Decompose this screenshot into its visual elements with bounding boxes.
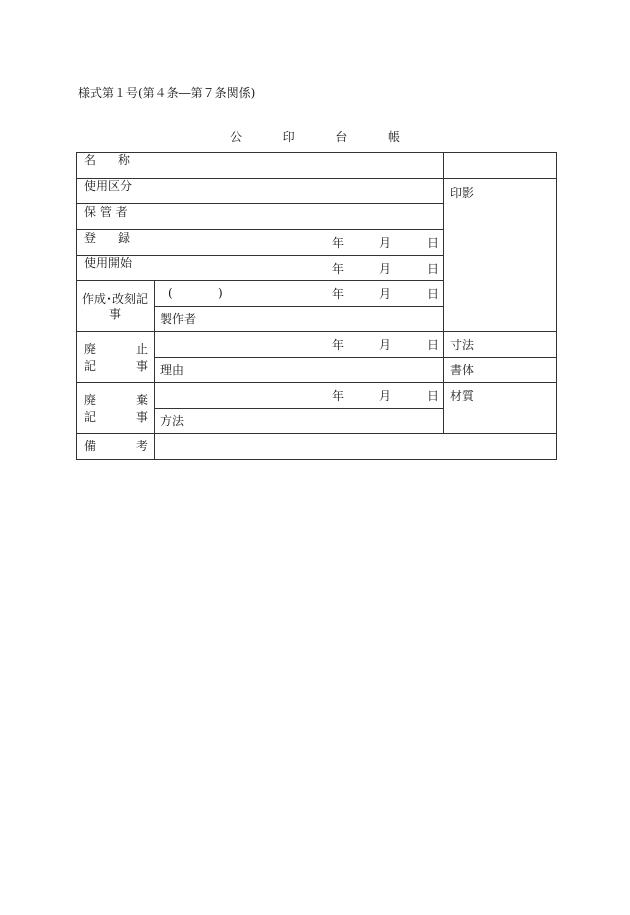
disposal-label: 廃 棄 (84, 393, 148, 407)
reason-label: 理由 (160, 363, 185, 377)
name-label: 名 称 (84, 153, 130, 167)
creation-label-cont: 事 (109, 307, 122, 321)
remarks-label: 備 考 (84, 439, 148, 453)
date-year: 年 (332, 389, 345, 403)
title-char: 印 (282, 130, 295, 144)
column-rule (443, 152, 444, 434)
table-border-left (76, 152, 77, 460)
dimensions-label: 寸法 (450, 338, 475, 352)
row-rule (76, 433, 557, 434)
maker-label: 製作者 (160, 312, 197, 326)
disposal-label-cont: 記 事 (84, 410, 148, 424)
typeface-label: 書体 (450, 363, 475, 377)
date-year: 年 (332, 236, 345, 250)
abolition-label: 廃 止 (84, 342, 148, 356)
seal-ledger-table (76, 152, 557, 460)
row-rule (154, 357, 557, 358)
registration-label: 登 録 (84, 231, 130, 245)
row-rule (76, 280, 443, 281)
date-month: 月 (379, 262, 392, 276)
row-rule (76, 203, 443, 204)
date-day: 日 (427, 389, 440, 403)
date-day: 日 (427, 287, 440, 301)
title-char: 台 (335, 130, 348, 144)
date-year: 年 (332, 262, 345, 276)
row-rule (76, 229, 443, 230)
row-rule (154, 306, 443, 307)
row-rule (76, 331, 557, 332)
date-month: 月 (379, 389, 392, 403)
material-label: 材質 (450, 389, 475, 403)
impression-label: 印影 (450, 186, 475, 200)
abolition-label-cont: 記 事 (84, 359, 148, 373)
table-border-right (556, 152, 557, 460)
row-rule (76, 382, 557, 383)
date-month: 月 (379, 236, 392, 250)
column-rule (154, 280, 155, 460)
date-year: 年 (332, 287, 345, 301)
use-start-label: 使用開始 (84, 256, 133, 270)
form-number: 様式第１号(第４条―第７条関係) (78, 86, 256, 100)
title-char: 公 (230, 130, 243, 144)
creation-paren-close: ) (218, 286, 223, 300)
date-year: 年 (332, 338, 345, 352)
method-label: 方法 (160, 414, 185, 428)
document-title (230, 128, 400, 145)
creation-label: 作成･改刻記 (82, 292, 149, 306)
title-char: 帳 (387, 130, 400, 144)
date-day: 日 (427, 262, 440, 276)
date-month: 月 (379, 338, 392, 352)
table-border-top (76, 152, 557, 153)
date-month: 月 (379, 287, 392, 301)
row-rule (76, 178, 557, 179)
date-day: 日 (427, 338, 440, 352)
creation-paren-open: ( (168, 286, 173, 300)
row-rule (154, 408, 443, 409)
custodian-label: 保 管 者 (84, 205, 128, 219)
table-border-bottom (76, 459, 557, 460)
usage-class-label: 使用区分 (84, 179, 133, 193)
date-day: 日 (427, 236, 440, 250)
